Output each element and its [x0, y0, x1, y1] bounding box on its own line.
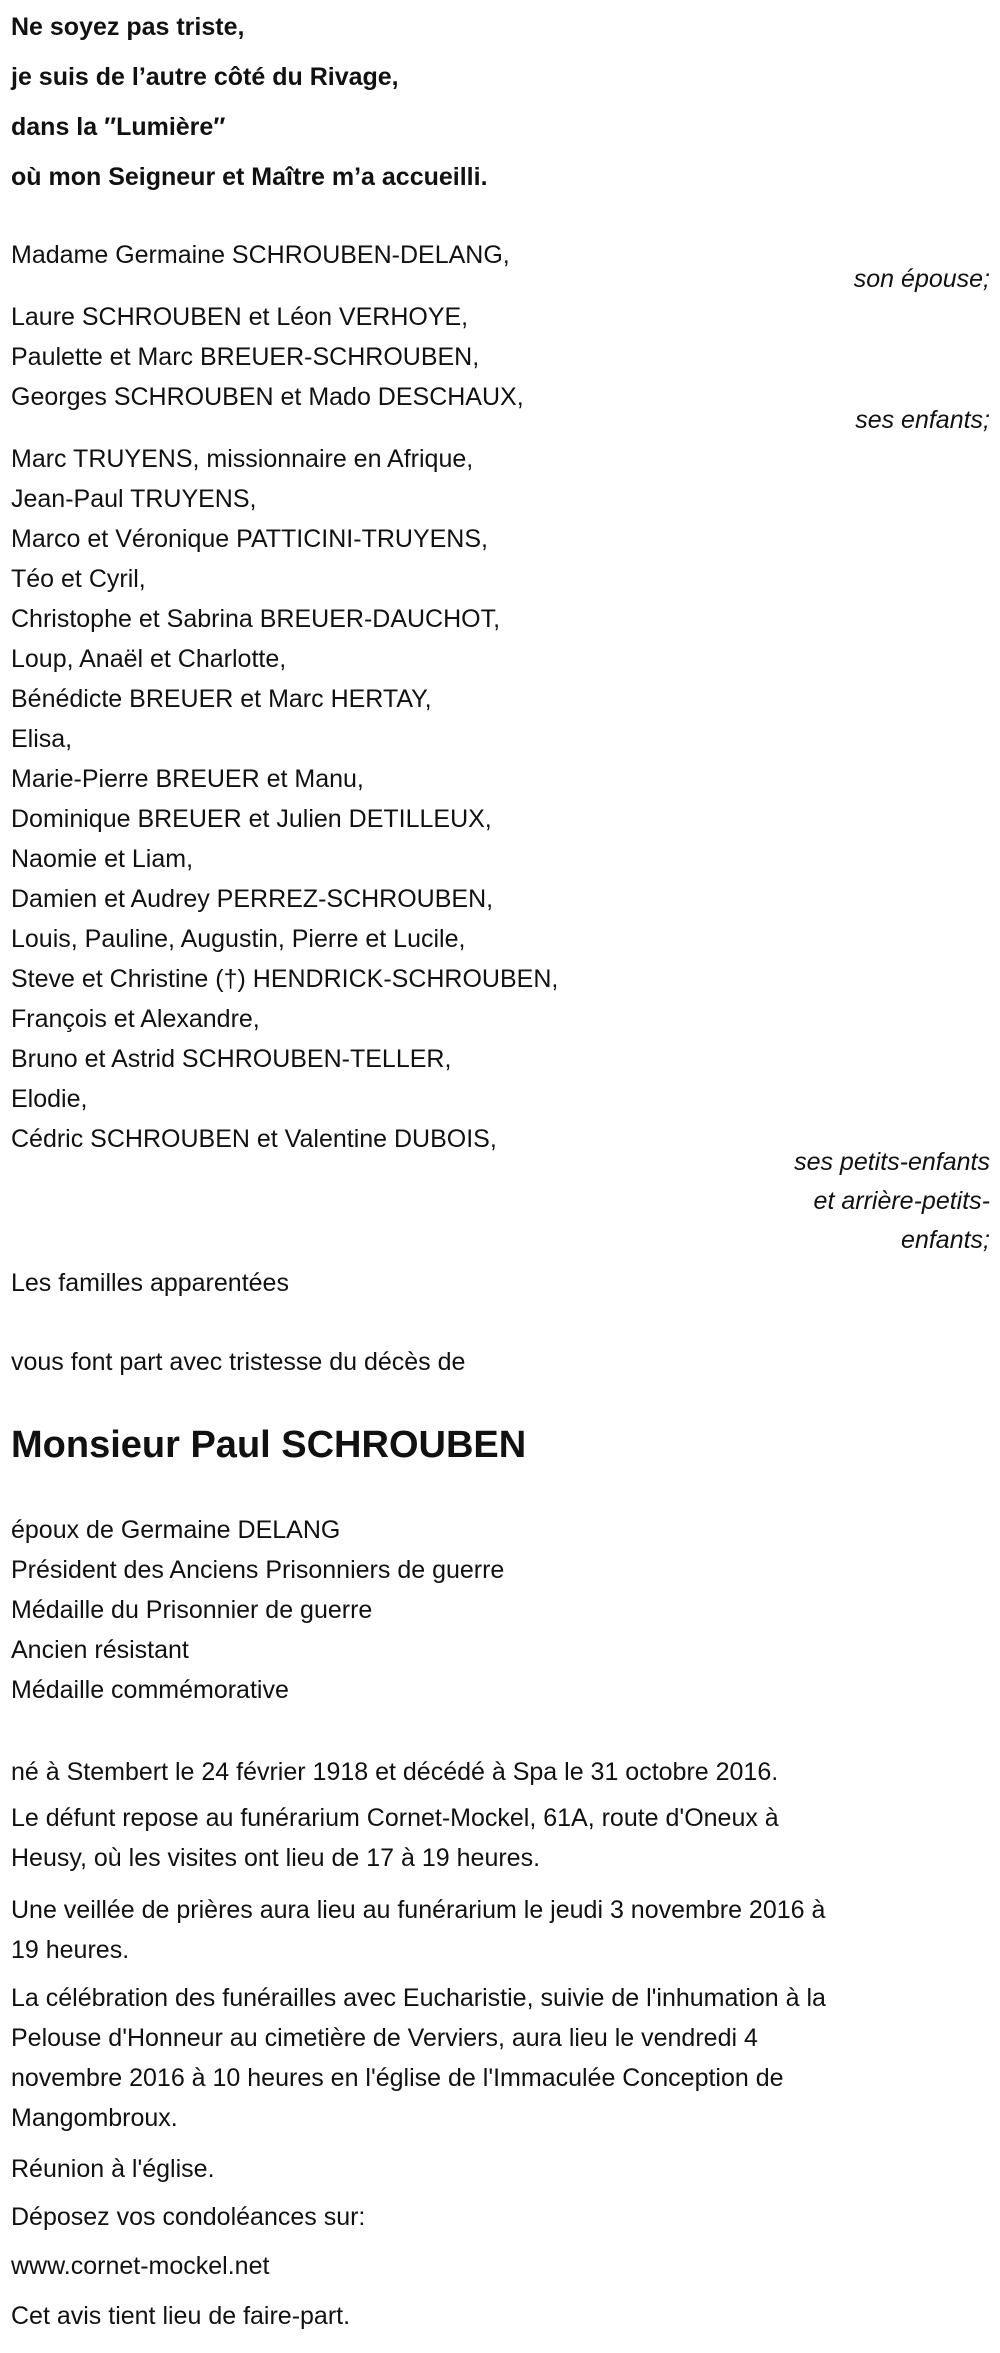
- list-item: Téo et Cyril,: [11, 565, 146, 593]
- role-line: enfants;: [901, 1226, 990, 1254]
- list-item: Naomie et Liam,: [11, 845, 194, 873]
- list-item: Cédric SCHROUBEN et Valentine DUBOIS,: [11, 1125, 497, 1153]
- list-item: Elisa,: [11, 725, 73, 753]
- announcement: vous font part avec tristesse du décès de: [11, 1348, 466, 1376]
- condolences-label: Déposez vos condoléances sur:: [11, 2203, 366, 2231]
- list-item: Georges SCHROUBEN et Mado DESCHAUX,: [11, 383, 524, 411]
- role-line: ses petits-enfants: [794, 1148, 990, 1176]
- title-item: époux de Germaine DELANG: [11, 1516, 341, 1544]
- poem: [11, 2, 990, 202]
- list-item: François et Alexandre,: [11, 1005, 260, 1033]
- list-item: Bénédicte BREUER et Marc HERTAY,: [11, 685, 432, 713]
- rest-info: [11, 1798, 990, 1878]
- meeting-info: Réunion à l'église.: [11, 2155, 215, 2183]
- role-line: et arrière-petits-: [813, 1187, 990, 1215]
- list-item: Marie-Pierre BREUER et Manu,: [11, 765, 364, 793]
- poem-line: je suis de l’autre côté du Rivage,: [11, 63, 399, 91]
- birth-death: né à Stembert le 24 février 1918 et décédé à Spa le 31 octobre 2016.: [11, 1758, 779, 1786]
- text-line: 19 heures.: [11, 1936, 130, 1964]
- list-item: Laure SCHROUBEN et Léon VERHOYE,: [11, 303, 469, 331]
- children-role: ses enfants;: [855, 406, 990, 434]
- list-item: Steve et Christine (†) HENDRICK-SCHROUBEN,: [11, 965, 559, 993]
- spouse-role: son épouse;: [853, 265, 990, 293]
- list-item: Marc TRUYENS, missionnaire en Afrique,: [11, 445, 474, 473]
- list-item: Paulette et Marc BREUER-SCHROUBEN,: [11, 343, 480, 371]
- list-item: Marco et Véronique PATTICINI-TRUYENS,: [11, 525, 488, 553]
- list-item: Damien et Audrey PERREZ-SCHROUBEN,: [11, 885, 494, 913]
- title-item: Médaille commémorative: [11, 1676, 289, 1704]
- text-line: Le défunt repose au funérarium Cornet-Mockel, 61A, route d'Oneux à: [11, 1804, 779, 1832]
- deceased-name: Monsieur Paul SCHROUBEN: [11, 1424, 527, 1466]
- title-item: Ancien résistant: [11, 1636, 189, 1664]
- spouse-name: Madame Germaine SCHROUBEN-DELANG,: [11, 241, 510, 269]
- list-item: Elodie,: [11, 1085, 88, 1113]
- title-item: Médaille du Prisonnier de guerre: [11, 1596, 373, 1624]
- poem-line: où mon Seigneur et Maître m’a accueilli.: [11, 163, 488, 191]
- title-item: Président des Anciens Prisonniers de guerre: [11, 1556, 505, 1584]
- poem-line: dans la ″Lumière″: [11, 113, 226, 141]
- vigil-info: [11, 1890, 990, 1970]
- children-list: [11, 297, 990, 417]
- text-line: La célébration des funérailles avec Eucharistie, suivie de l'inhumation à la: [11, 1984, 826, 2012]
- website-link[interactable]: www.cornet-mockel.net: [11, 2252, 270, 2280]
- list-item: Dominique BREUER et Julien DETILLEUX,: [11, 805, 492, 833]
- list-item: Jean-Paul TRUYENS,: [11, 485, 257, 513]
- text-line: Mangombroux.: [11, 2104, 178, 2132]
- text-line: Heusy, où les visites ont lieu de 17 à 19 heures.: [11, 1844, 541, 1872]
- titles-list: [11, 1510, 990, 1710]
- notice: Cet avis tient lieu de faire-part.: [11, 2302, 351, 2330]
- list-item: Bruno et Astrid SCHROUBEN-TELLER,: [11, 1045, 452, 1073]
- grandchildren-list: [11, 439, 990, 1159]
- poem-line: Ne soyez pas triste,: [11, 13, 245, 41]
- text-line: novembre 2016 à 10 heures en l'église de l'Immaculée Conception de: [11, 2064, 784, 2092]
- list-item: Christophe et Sabrina BREUER-DAUCHOT,: [11, 605, 501, 633]
- text-line: Pelouse d'Honneur au cimetière de Verviers, aura lieu le vendredi 4: [11, 2024, 758, 2052]
- funeral-info: [11, 1978, 990, 2138]
- related-families: Les familles apparentées: [11, 1269, 289, 1297]
- list-item: Louis, Pauline, Augustin, Pierre et Lucile,: [11, 925, 466, 953]
- grandchildren-role: [11, 1143, 990, 1260]
- text-line: Une veillée de prières aura lieu au funérarium le jeudi 3 novembre 2016 à: [11, 1896, 826, 1924]
- list-item: Loup, Anaël et Charlotte,: [11, 645, 287, 673]
